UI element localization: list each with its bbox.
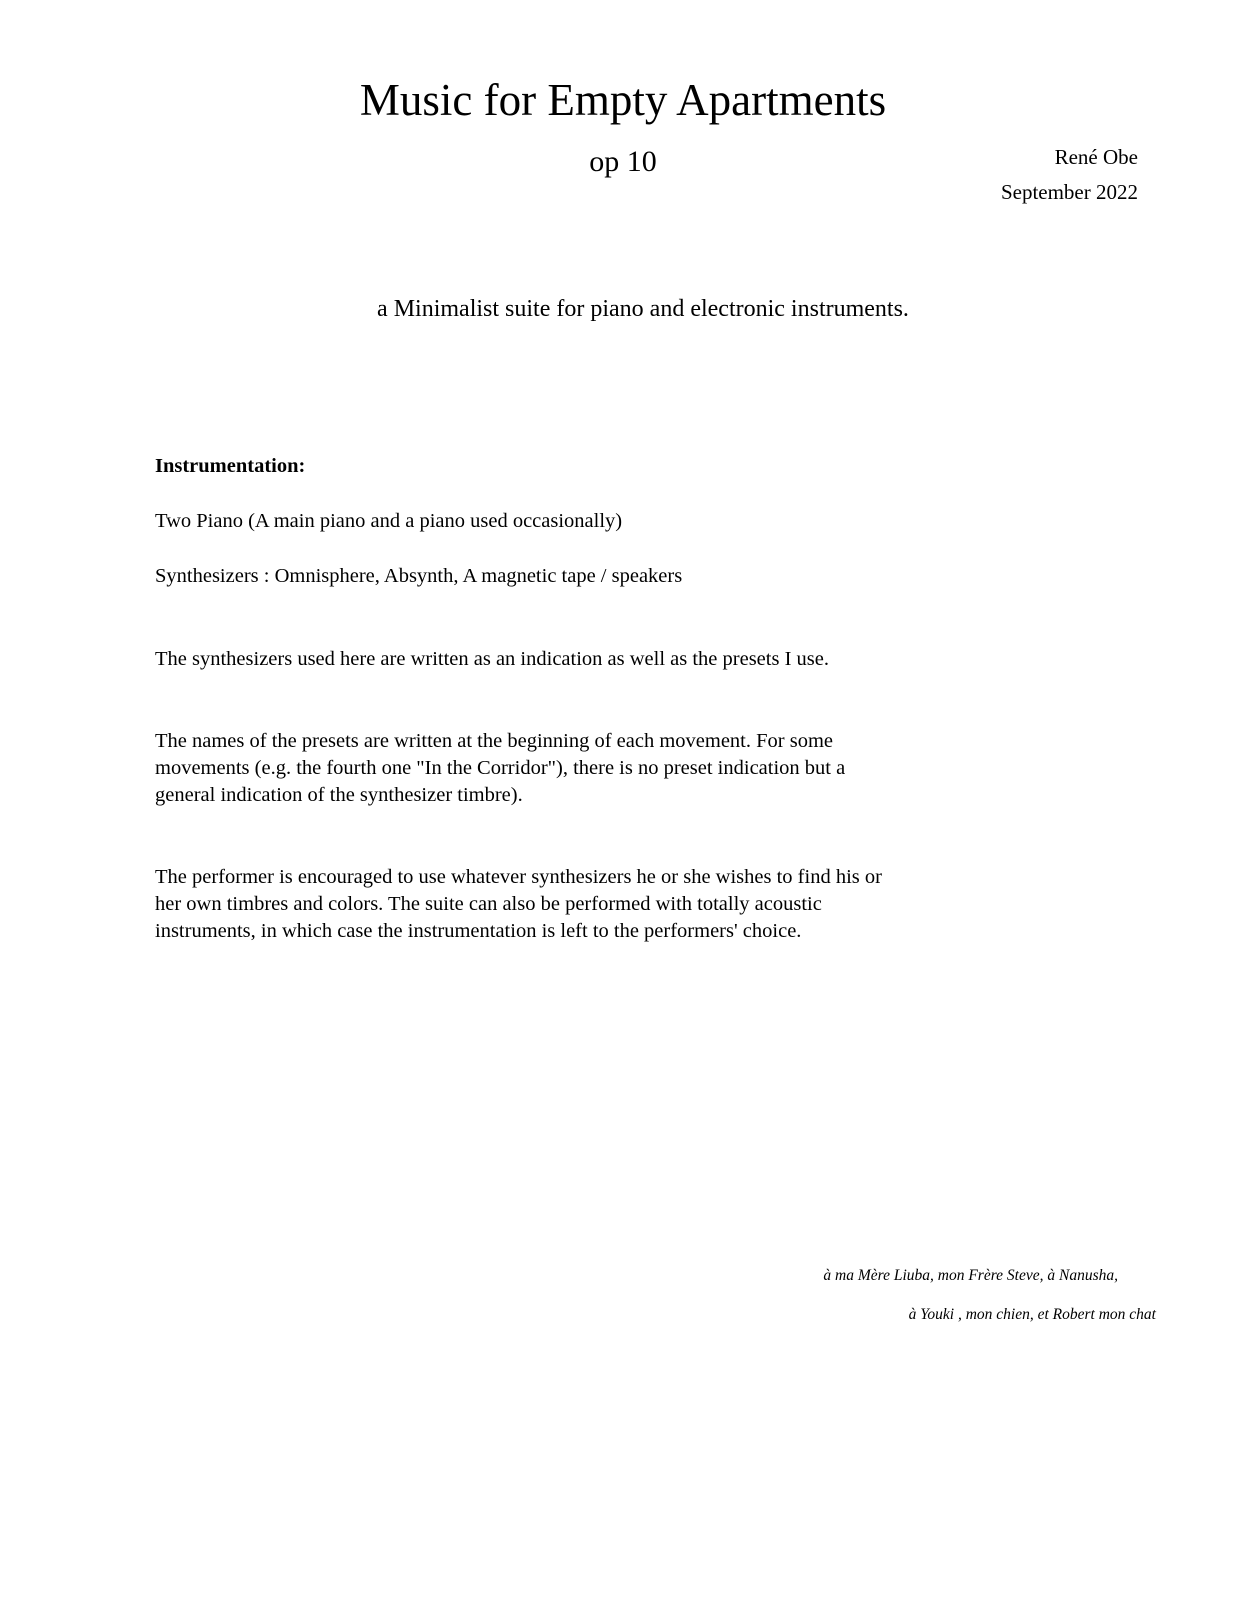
instrumentation-heading: Instrumentation: bbox=[155, 455, 306, 477]
dedication-line-1: à ma Mère Liuba, mon Frère Steve, à Nanusha, bbox=[823, 1267, 1118, 1284]
paragraph-performer-choice: The performer is encouraged to use whatever synthesizers he or she wishes to find his or her own timbres and colors. The suite can also be performed with totally acoustic instruments, in which case the instrumentation is left to the performers' choice. bbox=[155, 866, 882, 942]
instrumentation-pianos: Two Piano (A main piano and a piano used occasionally) bbox=[155, 510, 623, 532]
paragraph-synth-indication: The synthesizers used here are written as an indication as well as the presets I use. bbox=[155, 648, 829, 670]
author-name: René Obe bbox=[1054, 145, 1138, 169]
author-block bbox=[1001, 140, 1138, 210]
composition-date: September 2022 bbox=[1000, 180, 1138, 204]
paragraph-preset-names: The names of the presets are written at the beginning of each movement. For some movements (e.g. the fourth one "In the Corridor"), there is no preset indication but a general indication of the synthesizer timbre). bbox=[155, 730, 846, 806]
dedication-line-2: à Youki , mon chien, et Robert mon chat bbox=[908, 1306, 1156, 1323]
opus-number: op 10 bbox=[589, 145, 657, 178]
instrumentation-synthesizers: Synthesizers : Omnisphere, Absynth, A magnetic tape / speakers bbox=[155, 565, 683, 587]
document-title: Music for Empty Apartments bbox=[359, 75, 887, 125]
subtitle: a Minimalist suite for piano and electronic instruments. bbox=[377, 296, 909, 322]
